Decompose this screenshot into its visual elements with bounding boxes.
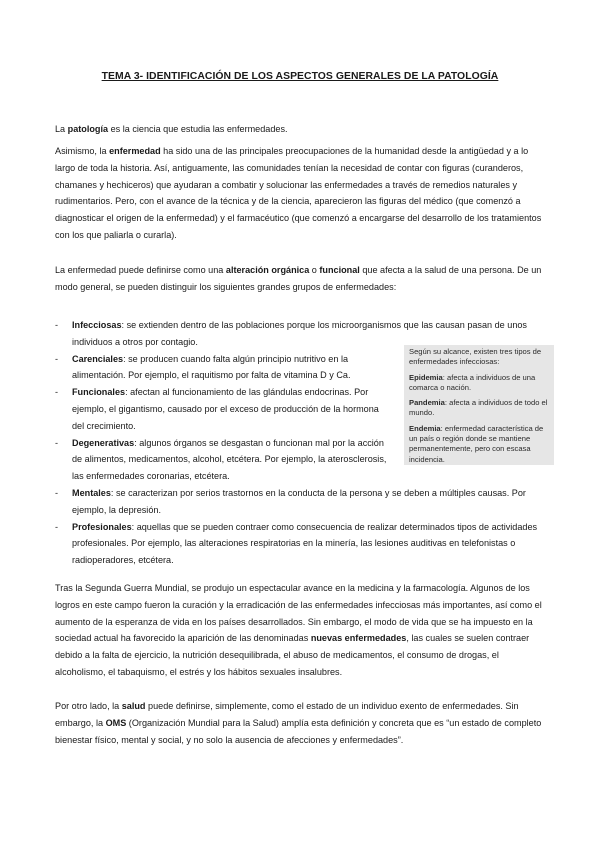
list-text: : se caracterizan por serios trastornos en la conducta de la persona y se deben a múltiples causas. Por ejemplo, la depresión.: [72, 487, 526, 515]
paragraph-patologia: [55, 121, 547, 138]
text: La: [55, 124, 68, 134]
list-term: Infecciosas: [72, 320, 122, 330]
text: , las cuales se suelen contraer debido a la falta de ejercicio, la nutrición desequilibrada, el abuso de medicamentos, el consumo de drogas, el alcoholismo, el tabaquismo, el estrés y los hábitos sexuales insalubres.: [55, 633, 530, 677]
text: La enfermedad puede definirse como una: [55, 265, 226, 275]
list-term: Degenerativas: [72, 437, 135, 448]
list-term: Mentales: [72, 487, 111, 498]
infectious-types-sidebox: [404, 345, 554, 465]
bullet-dash: -: [55, 320, 59, 330]
list-item: [55, 519, 547, 569]
text: (Organización Mundial para la Salud) amplía esta definición y concreta que es “un estado de completo bienestar físico, mental y social, y no solo la ausencia de afecciones y enfermedades”.: [55, 717, 542, 745]
bold-term: enfermedad: [109, 146, 161, 156]
text: ha sido una de las principales preocupaciones de la humanidad desde la antigüedad y a lo largo de toda la historia. Así, antiguamente, las comunidades tenían la necesidad de contar con figuras (curanderos, chamanes y hechiceros) que ayudaran a combatir y solucionar las enfermedades a través de remedios naturales y rudimentarios. Pero, con el avance de la técnica y de la ciencia, aparecieron las figuras del médico (que comenzó a diagnosticar el origen de la enfermedad) y el farmacéutico (que comenzó a encargarse del desarrollo de los tratamientos con los que paliarla o curarla).: [55, 146, 542, 240]
list-item: [55, 485, 547, 519]
list-term: Profesionales: [72, 521, 132, 532]
bold-term: salud: [121, 701, 146, 711]
text: Tras la Segunda Guerra Mundial, se produjo un espectacular avance en la medicina y la farmacología. Algunos de los logros en este campo fueron la curación y la erradicación de las enfermedades infecciosas más importantes, así como el aumento de la esperanza de vida en los países desarrollados. Sin embargo, el modo de vida que se ha impuesto en la sociedad actual ha favorecido la aparición de las denominadas: [55, 583, 542, 644]
bold-term: funcional: [319, 265, 360, 275]
list-item: [55, 384, 392, 434]
bold-term: OMS: [105, 717, 127, 728]
list-text: : se producen cuando falta algún principio nutritivo en la alimentación. Por ejemplo, el raquitismo por falta de vitamina D y Ca.: [72, 353, 351, 381]
sidebox-text: : afecta a individuos de todo el mundo.: [409, 398, 548, 418]
sidebox-intro: Según su alcance, existen tres tipos de enfermedades infecciosas:: [409, 347, 542, 367]
bold-term: patología: [67, 124, 109, 134]
bold-term: nuevas enfermedades: [310, 633, 407, 644]
sidebox-term: Endemia: [409, 423, 441, 433]
list-text: : algunos órganos se desgastan o funcionan mal por la acción de alimentos, medicamentos, alcohol, etcétera. Por ejemplo, la aterosclerosis, las enfermedades coronarias, etcétera.: [72, 437, 387, 482]
sidebox-term: Pandemia: [409, 398, 445, 408]
page-title: TEMA 3- IDENTIFICACIÓN DE LOS ASPECTOS GENERALES DE LA PATOLOGÍA: [101, 71, 499, 82]
bullet-dash: -: [55, 521, 59, 532]
paragraph-salud: [55, 698, 547, 748]
list-text: : aquellas que se pueden contraer como consecuencia de realizar determinados tipos de actividades profesionales. Por ejemplo, las alteraciones respiratorias en la minería, las lesiones auditivas en telefonistas o radioperadores, etcétera.: [72, 521, 538, 566]
list-text: : afectan al funcionamiento de las glándulas endocrinas. Por ejemplo, el gigantismo, causado por el exceso de producción de la hormona del crecimiento.: [72, 387, 379, 431]
list-term: Funcionales: [72, 387, 126, 398]
text: puede definirse, simplemente, como el estado de un individuo exento de enfermedades. Sin embargo, la: [55, 701, 519, 728]
paragraph-avances: [55, 580, 547, 681]
bullet-dash: -: [55, 353, 59, 364]
sidebox-term: Epidemia: [409, 372, 443, 382]
paragraph-definicion: [55, 262, 547, 296]
bullet-dash: -: [55, 437, 59, 448]
sidebox-pandemia: [409, 398, 549, 419]
list-term: Carenciales: [72, 353, 124, 364]
list-item: [55, 351, 392, 385]
list-text: : se extienden dentro de las poblaciones porque los microorganismos que las causan pasan de unos individuos a otros por contagio.: [72, 320, 527, 347]
sidebox-text: : enfermedad característica de un país o región donde se mantiene permanentemente, pero con escasa incidencia.: [409, 423, 544, 464]
paragraph-enfermedad: [55, 143, 547, 244]
text: Por otro lado, la: [55, 701, 122, 711]
list-item: [55, 435, 392, 485]
text: que afecta a la salud de una persona. De un modo general, se pueden distinguir los siguientes grandes grupos de enfermedades:: [55, 265, 542, 292]
sidebox-text: : afecta a individuos de una comarca o nación.: [409, 372, 536, 392]
bullet-dash: -: [55, 487, 59, 498]
bullet-dash: -: [55, 387, 59, 398]
text: es la ciencia que estudia las enfermedades.: [108, 124, 288, 134]
text: o: [309, 265, 320, 275]
bold-term: alteración orgánica: [225, 265, 310, 275]
sidebox-epidemia: [409, 373, 549, 394]
text: Asimismo, la: [55, 146, 110, 156]
sidebox-endemia: [409, 424, 549, 465]
